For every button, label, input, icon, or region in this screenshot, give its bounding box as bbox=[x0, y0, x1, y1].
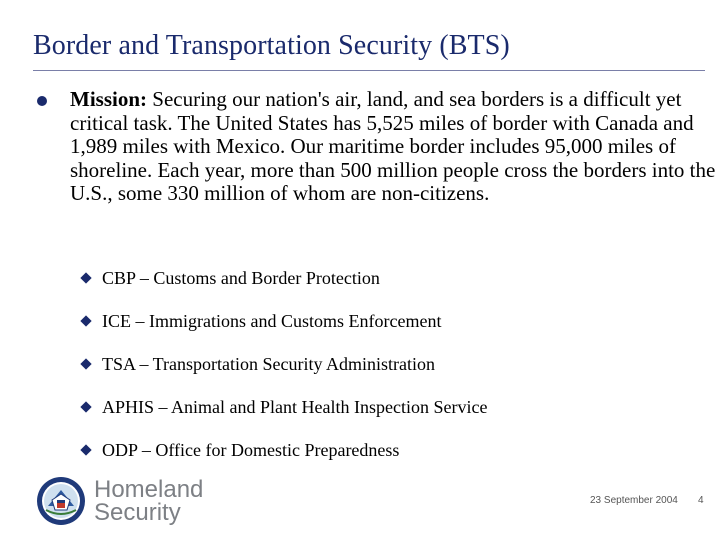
list-item-text: CBP – Customs and Border Protection bbox=[102, 268, 380, 288]
list-item-text: TSA – Transportation Security Administration bbox=[102, 354, 436, 374]
diamond-bullet-icon bbox=[80, 272, 91, 283]
diamond-bullet-icon bbox=[80, 315, 91, 326]
list-item-text: ODP – Office for Domestic Preparedness bbox=[102, 440, 400, 460]
logo-wordmark bbox=[94, 478, 203, 524]
diamond-bullet-icon bbox=[80, 444, 91, 455]
page-number: 4 bbox=[698, 495, 704, 506]
dhs-seal-icon bbox=[36, 476, 86, 526]
slide-title: Border and Transportation Security (BTS) bbox=[33, 30, 510, 61]
logo-line-2: Security bbox=[94, 499, 181, 526]
diamond-bullet-icon bbox=[80, 401, 91, 412]
mission-text: Securing our nation's air, land, and sea borders is a difficult yet critical task. The United States has 5,525 miles of border with Canada and 1,989 miles with Mexico. Our maritime border includes 95,000 miles of shoreline. Each year, more than 500 million people cross the borders into the U.S., some 330 million of whom are non-citizens. bbox=[70, 87, 716, 205]
diamond-bullet-icon bbox=[80, 358, 91, 369]
bullet-dot-icon bbox=[37, 96, 47, 106]
list-item-text: APHIS – Animal and Plant Health Inspection Service bbox=[102, 397, 488, 417]
list-item-text: ICE – Immigrations and Customs Enforcement bbox=[102, 311, 442, 331]
mission-paragraph bbox=[70, 88, 720, 206]
footer-date: 23 September 2004 bbox=[590, 495, 678, 506]
title-divider bbox=[33, 70, 705, 71]
logo-line-1: Homeland bbox=[94, 476, 204, 503]
mission-label: Mission: bbox=[70, 87, 148, 111]
